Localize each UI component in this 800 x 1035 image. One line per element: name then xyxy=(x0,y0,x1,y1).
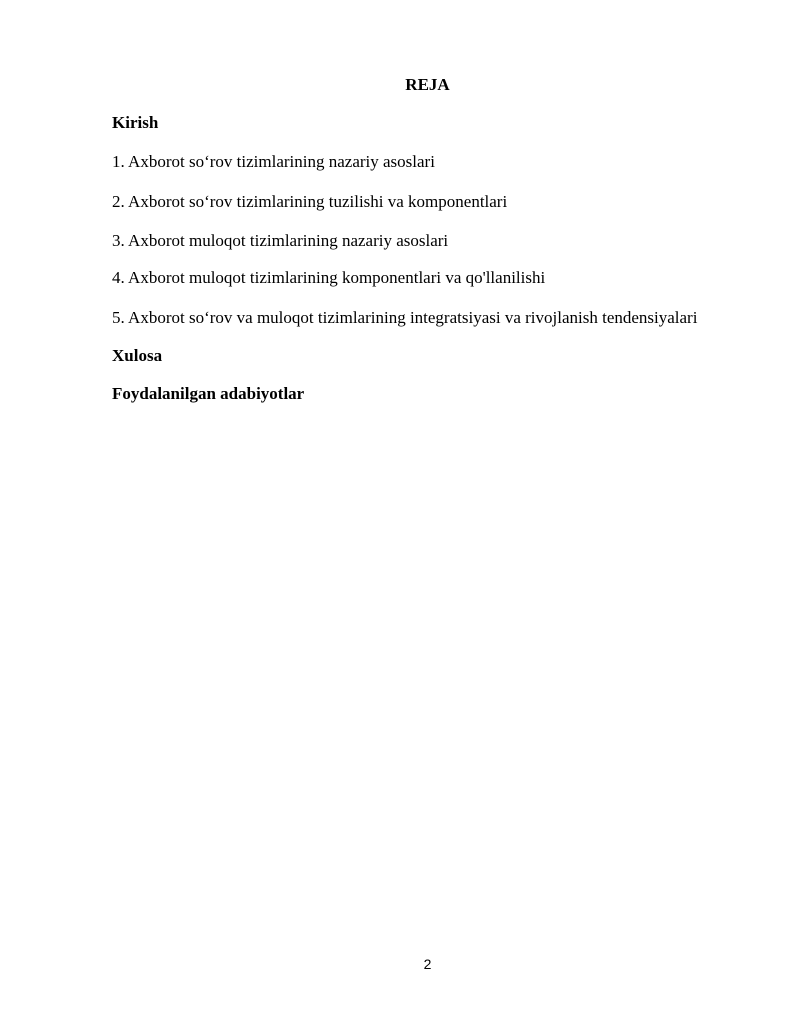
section-references: Foydalanilgan adabiyotlar xyxy=(112,384,305,403)
plan-item-4: 4. Axborot muloqot tizimlarining komponentlari va qo'llanilishi xyxy=(112,268,546,287)
section-intro: Kirish xyxy=(112,113,159,132)
plan-item-5: 5. Axborot so‘rov va muloqot tizimlarining integratsiyasi va rivojlanish tendensiyalari xyxy=(112,308,698,327)
plan-item-1: 1. Axborot so‘rov tizimlarining nazariy asoslari xyxy=(112,152,435,171)
page-number: 2 xyxy=(423,956,432,972)
plan-item-2: 2. Axborot so‘rov tizimlarining tuzilishi va komponentlari xyxy=(112,192,508,211)
section-conclusion: Xulosa xyxy=(112,346,163,365)
plan-item-3: 3. Axborot muloqot tizimlarining nazariy asoslari xyxy=(112,231,449,250)
plan-title: REJA xyxy=(405,75,450,94)
